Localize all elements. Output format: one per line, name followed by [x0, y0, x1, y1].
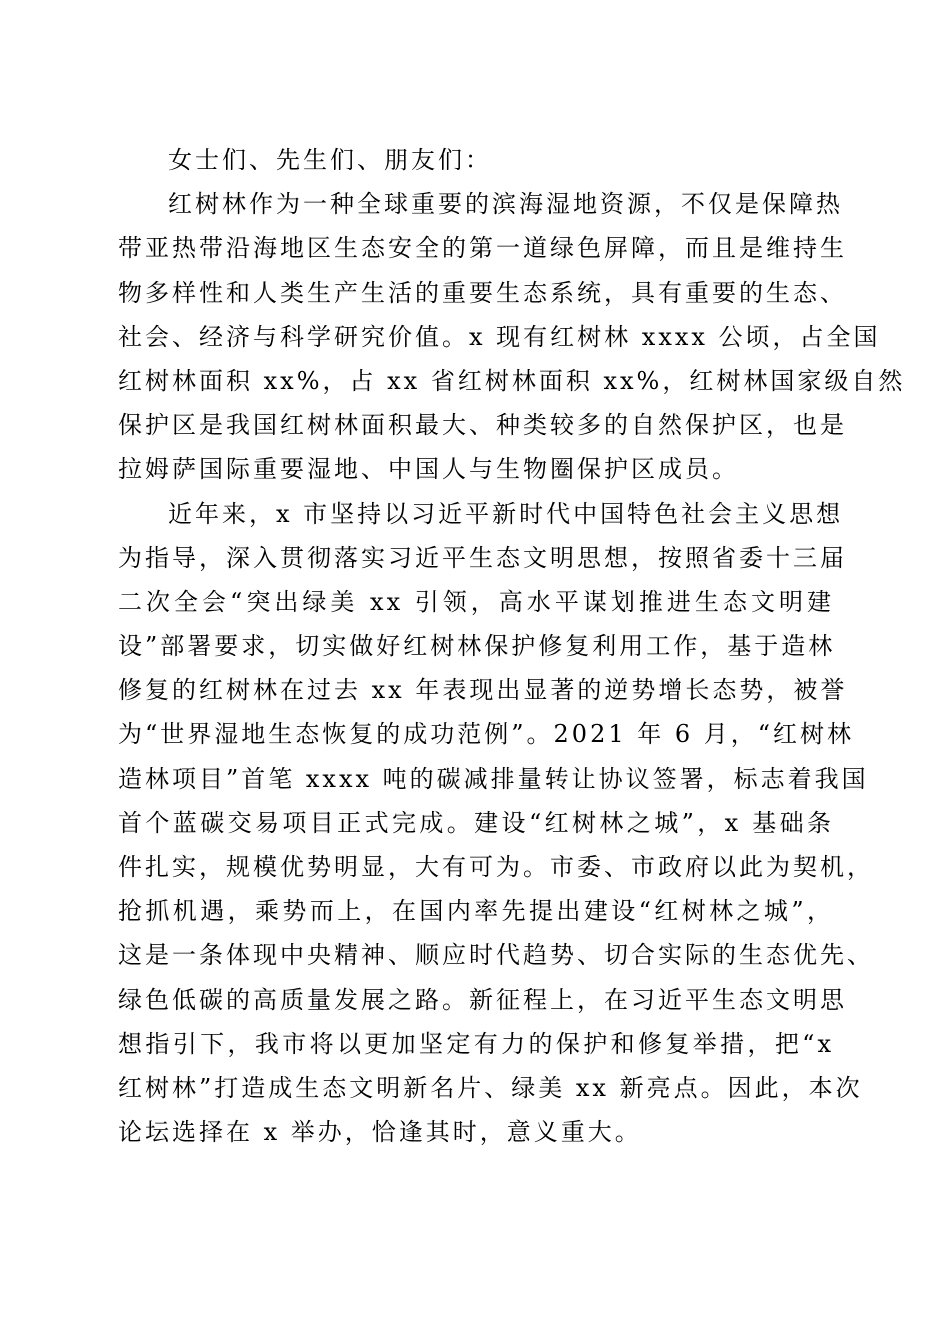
text-line: 红树林作为一种全球重要的滨海湿地资源，不仅是保障热: [168, 190, 843, 219]
text-line: 论坛选择在 x 举办，恰逢其时，意义重大。: [118, 1118, 642, 1147]
text-line: 件扎实，规模优势明显，大有可为。市委、市政府以此为契机，: [118, 853, 874, 881]
text-line: 绿色低碳的高质量发展之路。新征程上，在习近平生态文明思: [118, 985, 847, 1014]
text-line: 近年来，x 市坚持以习近平新时代中国特色社会主义思想: [168, 499, 844, 528]
text-line: 设”部署要求，切实做好红树林保护修复利用工作，基于造林: [118, 632, 836, 661]
text-line: 红树林面积 xx%，占 xx 省红树林面积 xx%，红树林国家级自然: [118, 366, 906, 395]
text-line: 二次全会“突出绿美 xx 引领，高水平谋划推进生态文明建: [118, 587, 834, 616]
greeting-line: 女士们、先生们、朋友们：: [168, 146, 492, 174]
text-line: 拉姆萨国际重要湿地、中国人与生物圈保护区成员。: [118, 455, 739, 484]
text-line: 想指引下，我市将以更加坚定有力的保护和修复举措，把“x: [118, 1029, 834, 1058]
text-line: 带亚热带沿海地区生态安全的第一道绿色屏障，而且是维持生: [118, 234, 847, 263]
text-line: 物多样性和人类生产生活的重要生态系统，具有重要的生态、: [118, 278, 847, 307]
text-line: 抢抓机遇，乘势而上，在国内率先提出建设“红树林之城”，: [118, 897, 834, 926]
text-line: 修复的红树林在过去 xx 年表现出显著的逆势增长态势，被誉: [118, 676, 848, 705]
text-line: 社会、经济与科学研究价值。x 现有红树林 xxxx 公顷，占全国: [118, 322, 881, 351]
paragraph-mangrove-intro: [118, 182, 906, 491]
text-line: 造林项目”首笔 xxxx 吨的碳减排量转让协议签署，标志着我国: [118, 764, 869, 793]
speech-body: [118, 138, 906, 1154]
text-line: 为“世界湿地生态恢复的成功范例”。2021 年 6 月，“红树林: [118, 720, 855, 749]
text-line: 这是一条体现中央精神、顺应时代趋势、切合实际的生态优先、: [118, 941, 874, 970]
text-line: 首个蓝碳交易项目正式完成。建设“红树林之城”，x 基础条: [118, 808, 834, 837]
text-line: 红树林”打造成生态文明新名片、绿美 xx 新亮点。因此，本次: [118, 1073, 863, 1102]
paragraph-city-progress: [118, 492, 874, 1155]
text-line: 保护区是我国红树林面积最大、种类较多的自然保护区，也是: [118, 411, 847, 440]
text-line: 为指导，深入贯彻落实习近平生态文明思想，按照省委十三届: [118, 543, 847, 572]
